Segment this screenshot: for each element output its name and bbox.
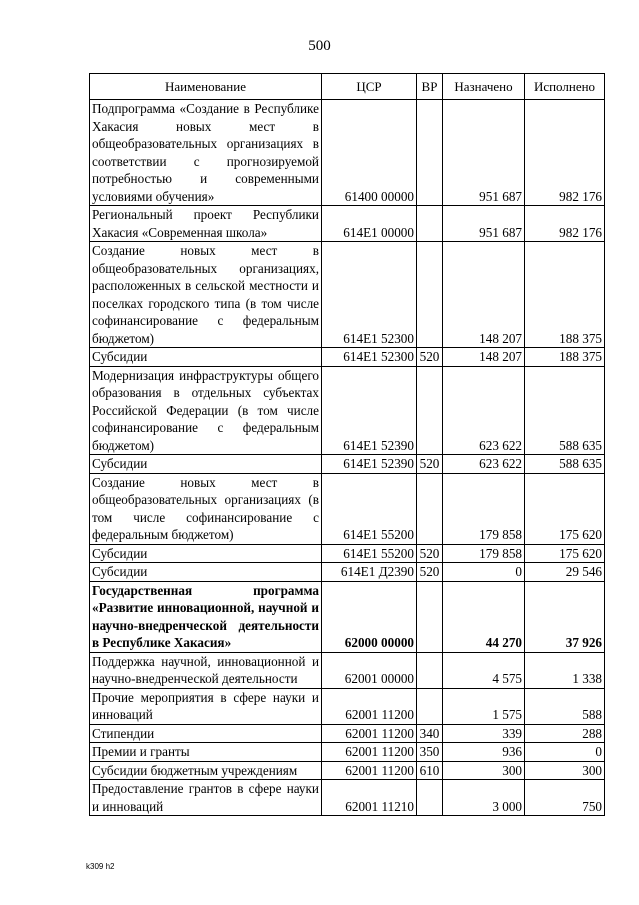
footer-code: k309 h2 <box>86 862 115 871</box>
cell-executed: 1 338 <box>525 652 605 688</box>
cell-name: Модернизация инфраструктуры общего образования в отдельных субъектах Российской Федерации (в том числе софинансирование с федеральным бюджетом) <box>90 366 322 455</box>
cell-planned: 148 207 <box>443 348 525 367</box>
cell-csr: 614E1 55200 <box>322 544 417 563</box>
cell-vr <box>417 242 443 348</box>
table-row <box>90 473 605 544</box>
cell-planned: 148 207 <box>443 242 525 348</box>
cell-executed: 188 375 <box>525 348 605 367</box>
cell-csr: 62001 11200 <box>322 743 417 762</box>
cell-name: Премии и гранты <box>90 743 322 762</box>
cell-planned: 623 622 <box>443 455 525 474</box>
header-vr: ВР <box>417 74 443 100</box>
table-row <box>90 544 605 563</box>
budget-table <box>89 73 605 816</box>
cell-name: Субсидии бюджетным учреждениям <box>90 761 322 780</box>
table-body <box>90 100 605 816</box>
page-number: 500 <box>308 38 331 54</box>
cell-planned: 0 <box>443 563 525 582</box>
cell-planned: 339 <box>443 724 525 743</box>
table-row <box>90 563 605 582</box>
table-header-row <box>90 74 605 100</box>
cell-planned: 951 687 <box>443 206 525 242</box>
cell-executed: 300 <box>525 761 605 780</box>
cell-name: Создание новых мест в общеобразовательных организациях (в том числе софинансирование с федеральным бюджетом) <box>90 473 322 544</box>
cell-csr: 614E1 Д2390 <box>322 563 417 582</box>
table-row <box>90 688 605 724</box>
cell-name: Создание новых мест в общеобразовательных организациях, расположенных в сельской местности и поселках городского типа (в том числе софинансирование с федеральным бюджетом) <box>90 242 322 348</box>
cell-csr: 62001 11200 <box>322 688 417 724</box>
cell-planned: 623 622 <box>443 366 525 455</box>
table-row <box>90 100 605 206</box>
cell-csr: 62001 11200 <box>322 761 417 780</box>
cell-vr: 520 <box>417 563 443 582</box>
cell-planned: 179 858 <box>443 544 525 563</box>
cell-executed: 588 635 <box>525 366 605 455</box>
cell-name: Подпрограмма «Создание в Республике Хакасия новых мест в общеобразовательных организациях в соответствии с прогнозируемой потребностью и современными условиями обучения» <box>90 100 322 206</box>
cell-executed: 175 620 <box>525 473 605 544</box>
table-row <box>90 761 605 780</box>
cell-name: Стипендии <box>90 724 322 743</box>
cell-csr: 614E1 00000 <box>322 206 417 242</box>
cell-planned: 951 687 <box>443 100 525 206</box>
cell-vr: 340 <box>417 724 443 743</box>
cell-vr: 520 <box>417 455 443 474</box>
cell-csr: 614E1 52390 <box>322 455 417 474</box>
header-executed: Исполнено <box>525 74 605 100</box>
cell-name: Субсидии <box>90 544 322 563</box>
cell-executed: 588 <box>525 688 605 724</box>
cell-csr: 614E1 52300 <box>322 242 417 348</box>
cell-name: Субсидии <box>90 563 322 582</box>
table-row <box>90 455 605 474</box>
cell-vr <box>417 206 443 242</box>
table-row <box>90 724 605 743</box>
cell-name: Государственная программа «Развитие инновационной, научной и научно-внедренческой деятельности в Республике Хакасия» <box>90 581 322 652</box>
cell-executed: 982 176 <box>525 100 605 206</box>
cell-executed: 982 176 <box>525 206 605 242</box>
cell-csr: 614E1 52300 <box>322 348 417 367</box>
cell-vr <box>417 688 443 724</box>
table-row <box>90 581 605 652</box>
cell-name: Поддержка научной, инновационной и научно-внедренческой деятельности <box>90 652 322 688</box>
table-row <box>90 652 605 688</box>
cell-vr: 610 <box>417 761 443 780</box>
cell-csr: 61400 00000 <box>322 100 417 206</box>
cell-vr <box>417 581 443 652</box>
cell-vr <box>417 100 443 206</box>
cell-vr: 520 <box>417 544 443 563</box>
table-row <box>90 780 605 816</box>
cell-executed: 0 <box>525 743 605 762</box>
cell-executed: 29 546 <box>525 563 605 582</box>
cell-vr: 350 <box>417 743 443 762</box>
cell-planned: 1 575 <box>443 688 525 724</box>
cell-planned: 300 <box>443 761 525 780</box>
header-planned: Назначено <box>443 74 525 100</box>
cell-vr <box>417 780 443 816</box>
cell-vr: 520 <box>417 348 443 367</box>
cell-name: Предоставление грантов в сфере науки и инноваций <box>90 780 322 816</box>
cell-planned: 179 858 <box>443 473 525 544</box>
cell-name: Субсидии <box>90 348 322 367</box>
cell-planned: 3 000 <box>443 780 525 816</box>
table-row <box>90 242 605 348</box>
header-csr: ЦСР <box>322 74 417 100</box>
cell-name: Региональный проект Республики Хакасия «Современная школа» <box>90 206 322 242</box>
cell-executed: 588 635 <box>525 455 605 474</box>
cell-csr: 62001 11210 <box>322 780 417 816</box>
cell-executed: 750 <box>525 780 605 816</box>
cell-name: Прочие мероприятия в сфере науки и инноваций <box>90 688 322 724</box>
header-name: Наименование <box>90 74 322 100</box>
cell-csr: 62000 00000 <box>322 581 417 652</box>
cell-planned: 936 <box>443 743 525 762</box>
cell-planned: 4 575 <box>443 652 525 688</box>
cell-vr <box>417 652 443 688</box>
cell-executed: 175 620 <box>525 544 605 563</box>
table-row <box>90 366 605 455</box>
cell-executed: 37 926 <box>525 581 605 652</box>
cell-csr: 614E1 55200 <box>322 473 417 544</box>
cell-vr <box>417 473 443 544</box>
cell-name: Субсидии <box>90 455 322 474</box>
table-row <box>90 206 605 242</box>
cell-executed: 288 <box>525 724 605 743</box>
table-row <box>90 348 605 367</box>
cell-executed: 188 375 <box>525 242 605 348</box>
cell-csr: 62001 11200 <box>322 724 417 743</box>
cell-csr: 62001 00000 <box>322 652 417 688</box>
cell-vr <box>417 366 443 455</box>
cell-planned: 44 270 <box>443 581 525 652</box>
table-row <box>90 743 605 762</box>
cell-csr: 614E1 52390 <box>322 366 417 455</box>
